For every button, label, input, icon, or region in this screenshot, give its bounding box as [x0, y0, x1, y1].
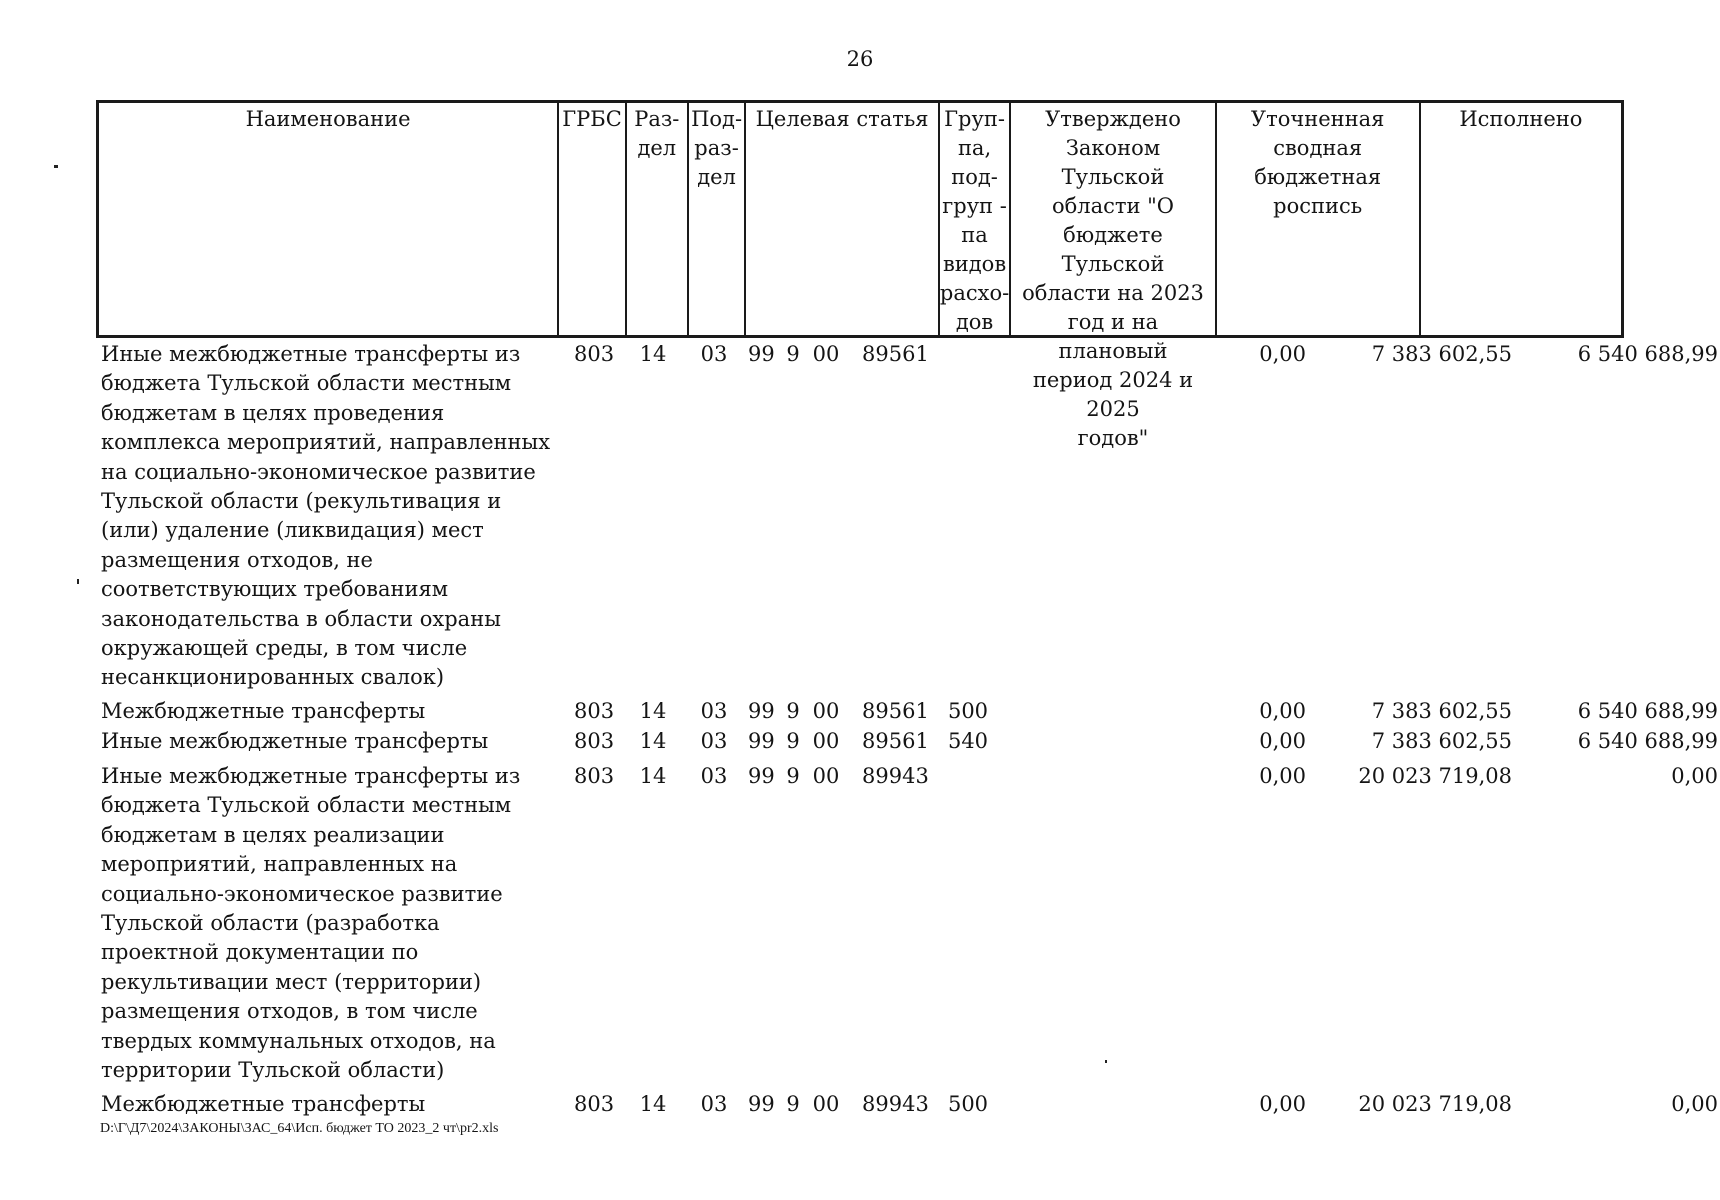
row-target-part-4: 89943 [862, 1092, 929, 1116]
row-podrazdel: 03 [700, 729, 728, 753]
row-razdel: 14 [639, 729, 667, 753]
row-done: 6 540 688,99 [1577, 699, 1718, 723]
row-refined: 7 383 602,55 [1371, 729, 1512, 753]
row-grbs: 803 [574, 699, 615, 723]
row-refined: 7 383 602,55 [1371, 342, 1512, 366]
row-name: Иные межбюджетные трансферты из бюджета Тульской области местным бюджетам в целях реализации мероприятий, направленных на социально-экономическое развитие Тульской области (разработка проектной документации по рекультивации мест (территории) размещения отходов, в том числе твердых коммунальных отходов, на территории Тульской области) [101, 764, 521, 1083]
file-path: D:\Г\Д7\2024\ЗАКОНЫ\ЗАС_64\Исп. бюджет ТО 2023_2 чт\pr2.xls [100, 1121, 499, 1136]
row-group: 540 [947, 729, 989, 753]
row-group: 500 [947, 699, 989, 723]
row-target-part-1: 99 [748, 729, 775, 753]
header-target-article: Целевая статья [746, 103, 939, 335]
row-group: 500 [947, 1092, 989, 1116]
row-target-part-4: 89561 [862, 729, 929, 753]
row-target-part-2: 9 [786, 699, 800, 723]
row-approved: 0,00 [1259, 764, 1306, 788]
row-grbs: 803 [574, 729, 615, 753]
row-grbs: 803 [574, 764, 615, 788]
row-done: 0,00 [1671, 1092, 1718, 1116]
row-name: Иные межбюджетные трансферты из бюджета Тульской области местным бюджетам в целях проведения комплекса мероприятий, направленных на социально-экономическое развитие Тульской области (рекультивация и (или) удаление (ликвидация) мест размещения отходов, не соответствующих требованиям законодательства в области охраны окружающей среды, в том числе несанкционированных свалок) [101, 342, 551, 690]
row-done: 0,00 [1671, 764, 1718, 788]
row-refined: 20 023 719,08 [1358, 764, 1512, 788]
row-approved: 0,00 [1259, 729, 1306, 753]
row-podrazdel: 03 [700, 699, 728, 723]
header-done: Исполнено [1459, 107, 1583, 131]
header-razdel: Раз- дел [627, 103, 689, 335]
row-target-part-2: 9 [786, 1092, 800, 1116]
row-name: Межбюджетные трансферты [101, 1092, 426, 1116]
row-approved: 0,00 [1259, 699, 1306, 723]
row-approved: 0,00 [1259, 1092, 1306, 1116]
row-podrazdel: 03 [700, 342, 728, 366]
row-razdel: 14 [639, 342, 667, 366]
row-target-part-4: 89561 [862, 342, 929, 366]
scan-speck [1105, 1060, 1107, 1063]
row-target-part-3: 00 [812, 342, 840, 366]
row-target-part-1: 99 [748, 764, 775, 788]
row-target-part-1: 99 [748, 1092, 775, 1116]
row-target-part-1: 99 [748, 342, 775, 366]
row-refined: 20 023 719,08 [1358, 1092, 1512, 1116]
scan-speck [77, 579, 79, 584]
header-grbs: ГРБС [559, 103, 627, 335]
row-name: Иные межбюджетные трансферты [101, 729, 489, 753]
row-grbs: 803 [574, 342, 615, 366]
header-name: Наименование [99, 103, 559, 335]
row-target-part-3: 00 [812, 1092, 840, 1116]
row-target-part-2: 9 [786, 764, 800, 788]
row-grbs: 803 [574, 1092, 615, 1116]
row-target-part-4: 89561 [862, 699, 929, 723]
row-target-part-2: 9 [786, 342, 800, 366]
row-target-part-1: 99 [748, 699, 775, 723]
row-razdel: 14 [639, 1092, 667, 1116]
row-target-part-4: 89943 [862, 764, 929, 788]
row-podrazdel: 03 [700, 764, 728, 788]
row-target-part-2: 9 [786, 729, 800, 753]
header-podrazdel: Под- раз- дел [689, 103, 747, 335]
row-approved: 0,00 [1259, 342, 1306, 366]
header-approved: Утверждено Законом Тульской области "О бюджете Тульской области на 2023 год и на плановый период 2024 и 2025 годов" [1011, 103, 1216, 335]
scan-speck [54, 165, 58, 168]
header-refined: Уточненная сводная бюджетная роспись [1217, 103, 1421, 335]
row-razdel: 14 [639, 764, 667, 788]
row-done: 6 540 688,99 [1577, 729, 1718, 753]
page-number: 26 [846, 47, 874, 71]
row-name: Межбюджетные трансферты [101, 699, 426, 723]
row-target-part-3: 00 [812, 764, 840, 788]
header-expense-group: Груп- па, под- груп - па видов расхо- дов [940, 103, 1012, 335]
row-refined: 7 383 602,55 [1371, 699, 1512, 723]
row-podrazdel: 03 [700, 1092, 728, 1116]
row-done: 6 540 688,99 [1577, 342, 1718, 366]
row-target-part-3: 00 [812, 699, 840, 723]
row-target-part-3: 00 [812, 729, 840, 753]
row-razdel: 14 [639, 699, 667, 723]
